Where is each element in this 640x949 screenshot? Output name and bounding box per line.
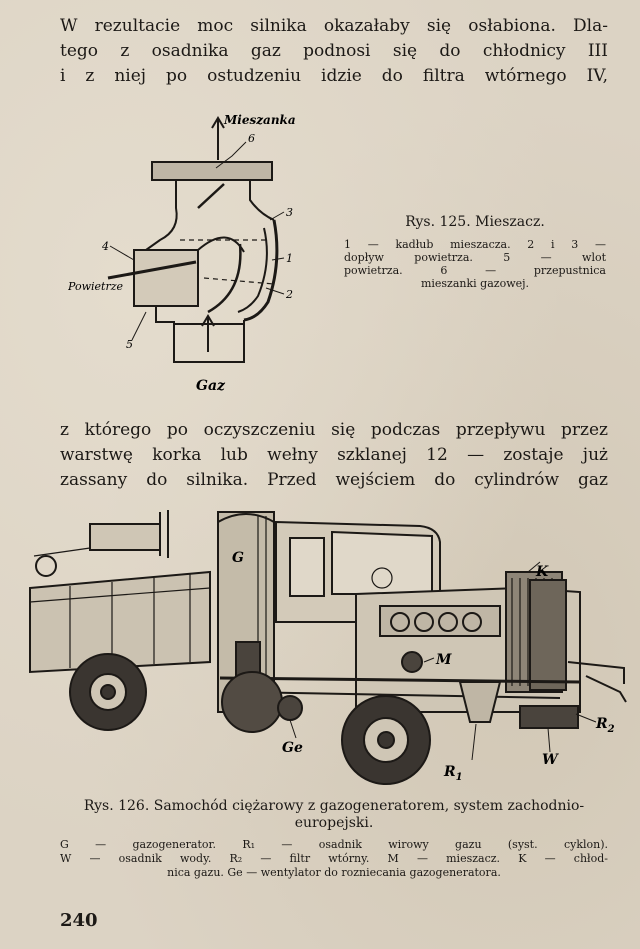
page-number: 240 [60,910,98,931]
figure-126-caption [60,798,608,880]
text-line: tego z osadnika gaz podnosi się do chłodnicy III [60,41,608,61]
label-k: K [536,564,549,580]
label-m: M [436,652,452,668]
label-6: 6 [248,132,255,145]
caption-line: 1 — kadłub mieszacza. 2 i 3 — [344,238,606,251]
label-w: W [542,752,558,768]
caption-line: nica gazu. Ge — wentylator do rozniecania gazogeneratora. [167,866,501,879]
text-line: i z niej po ostudzeniu idzie do filtra wtórnego IV, [60,66,608,86]
caption-title: Rys. 126. Samochód ciężarowy z gazogeneratorem, system zachodnio-europejski. [83,798,585,831]
text-line: zassany do silnika. Przed wejściem do cylindrów gaz [60,470,608,490]
label-2: 2 [286,288,293,301]
mixer-diagram [68,112,316,398]
caption-line: dopływ powietrza. 5 — wlot [344,251,606,264]
label-powietrze: Powietrze [68,280,124,293]
text-line: W rezultacie moc silnika okazałaby się osłabiona. Dla- [60,16,608,36]
truck-illustration [20,502,632,794]
caption-line: powietrza. 6 — przepustnica [344,264,606,277]
text-line: warstwę korka lub wełny szklanej 12 — zostaje już [60,445,608,465]
label-gaz: Gaz [196,378,225,394]
caption-line: W — osadnik wody. R₂ — filtr wtórny. M — mieszacz. K — chłod- [60,852,608,865]
caption-line: G — gazogenerator. R₁ — osadnik wirowy gazu (syst. cyklon). [60,838,608,851]
label-r1: $R_1$ [444,764,463,783]
label-4: 4 [102,240,109,253]
label-r2: $R_2$ [596,716,615,735]
top-paragraph [60,14,608,89]
label-ge: Ge [282,740,303,756]
label-mieszanka: Mieszanka [224,113,296,127]
label-1: 1 [286,252,293,265]
label-g: G [232,550,244,566]
label-3: 3 [286,206,293,219]
figure-125-caption [344,214,606,290]
label-5: 5 [126,338,133,351]
caption-title: Rys. 125. Mieszacz. [405,214,545,230]
text-line: z którego po oczyszczeniu się podczas przepływu przez [60,420,608,440]
caption-line: mieszanki gazowej. [420,277,530,290]
middle-paragraph [60,418,608,493]
